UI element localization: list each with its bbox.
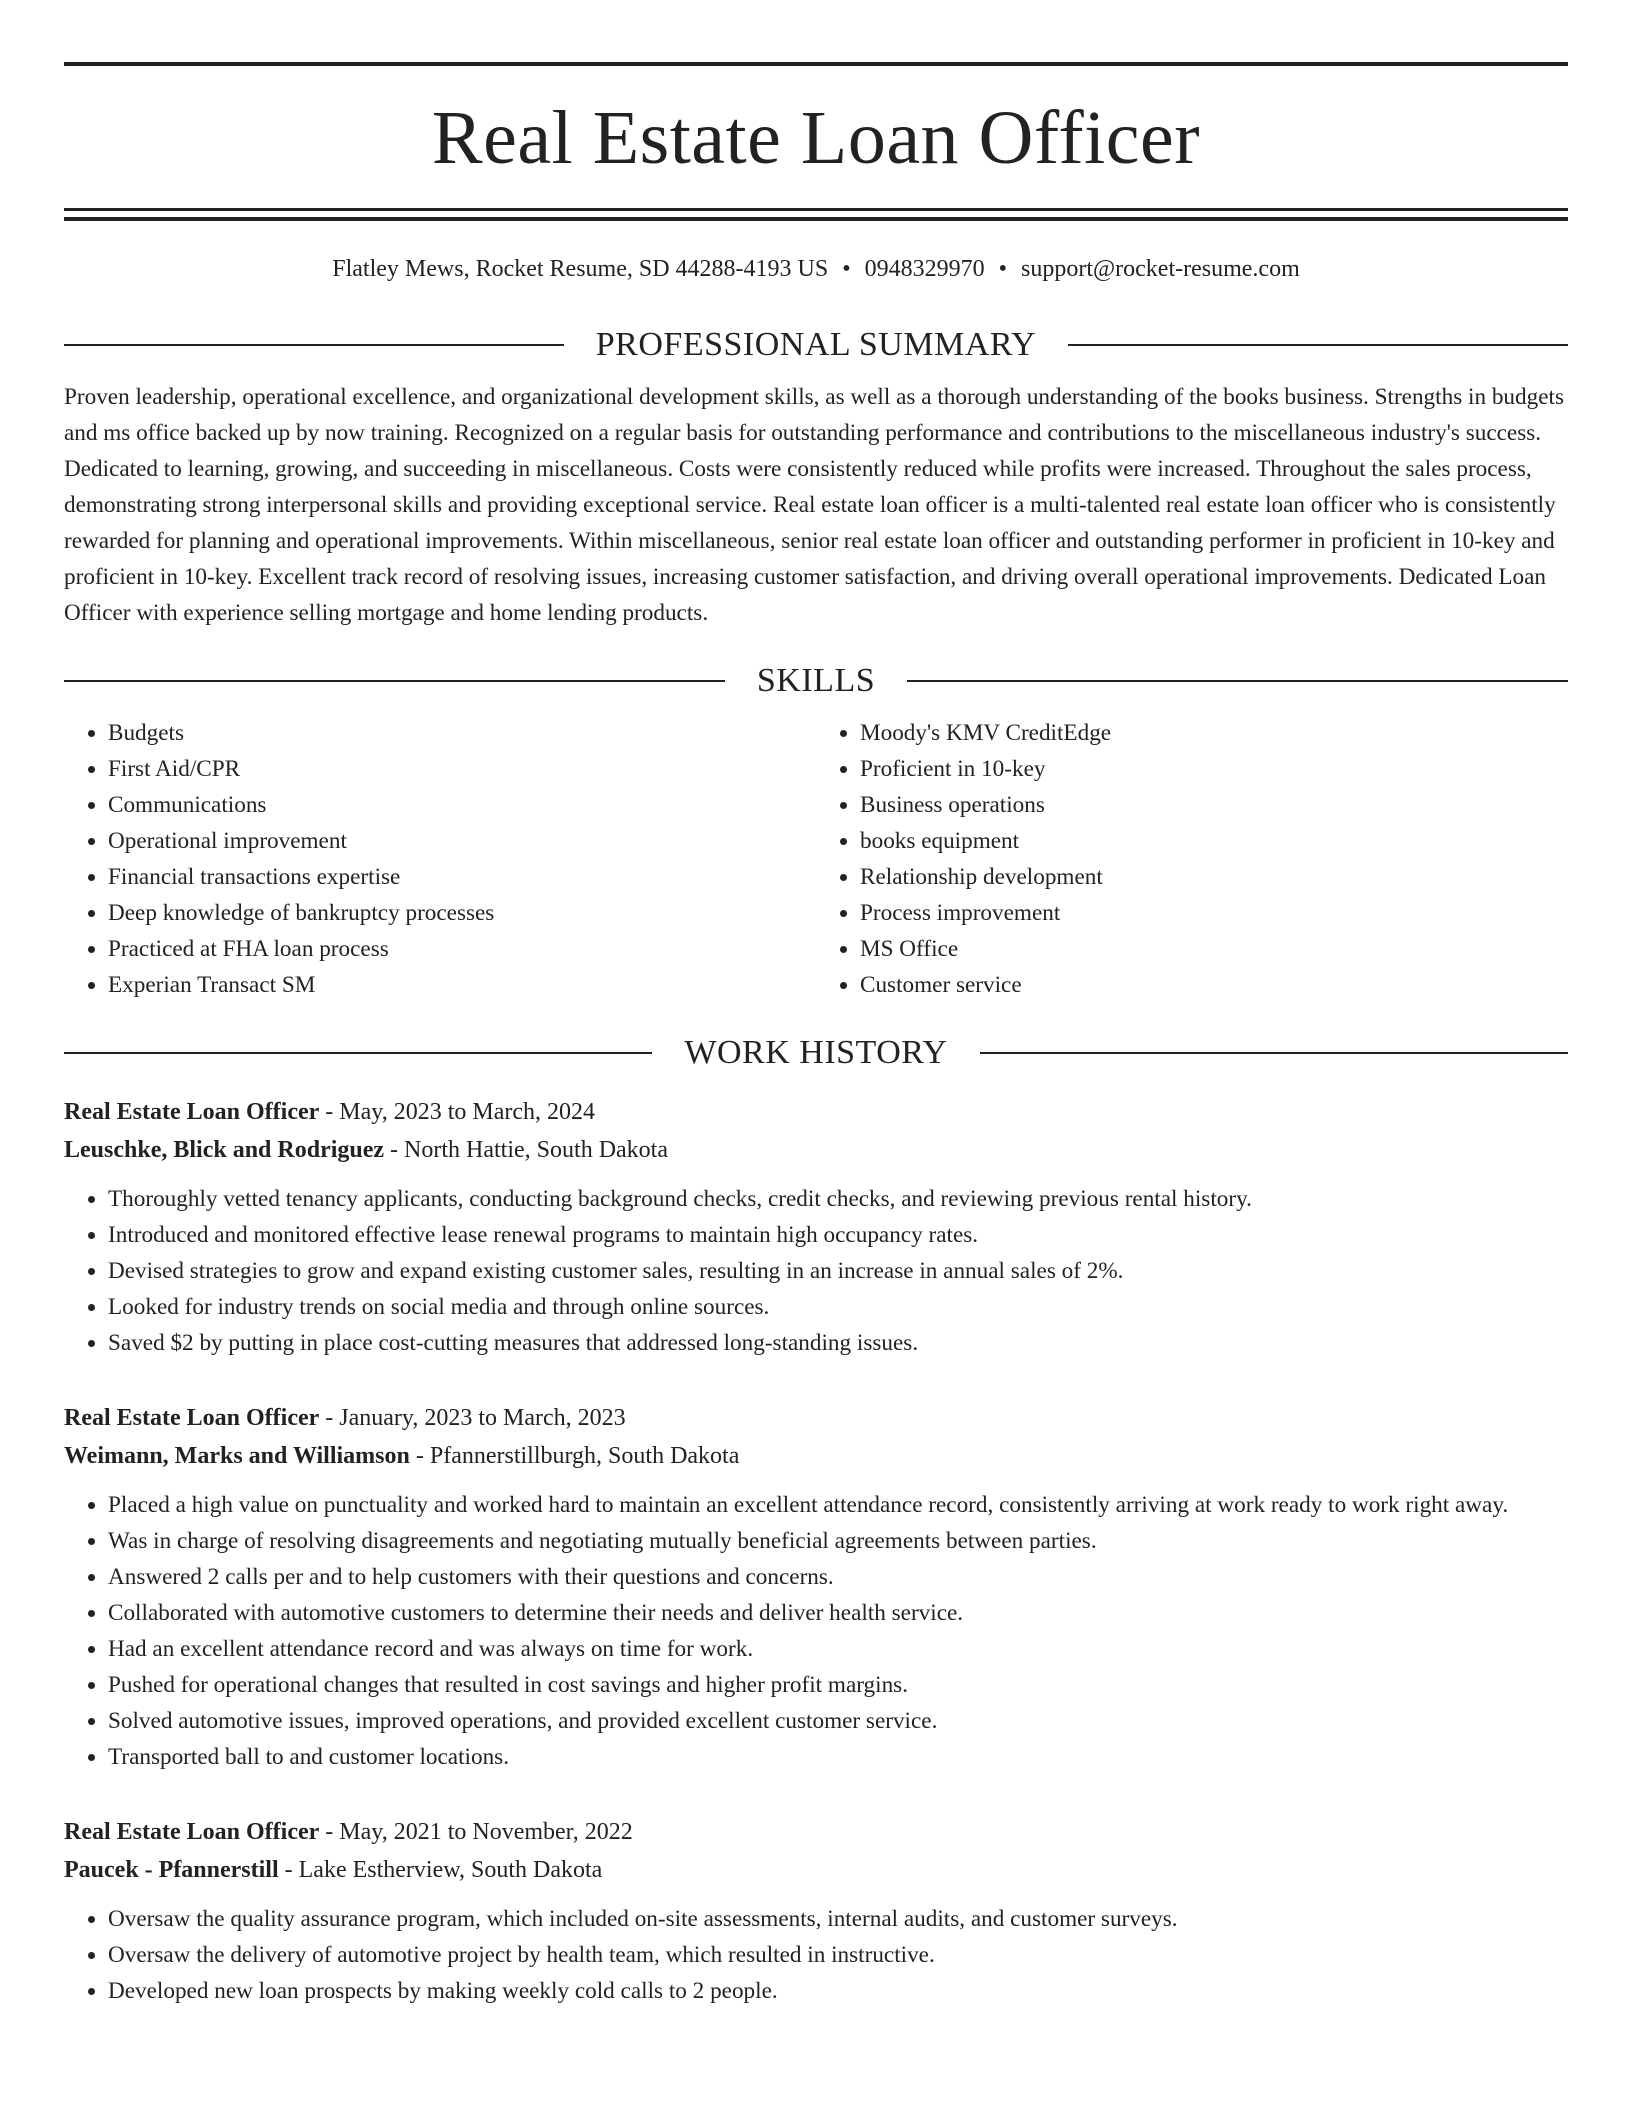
skill-item: • Communications: [108, 787, 816, 823]
job-company-line: [64, 1437, 1568, 1475]
job-bullets: [64, 1901, 1568, 2009]
job-bullet: • Was in charge of resolving disagreements and negotiating mutually beneficial agreements between parties.: [108, 1523, 1568, 1559]
work-title: WORK HISTORY: [684, 1034, 948, 1071]
contact-separator: •: [842, 256, 851, 282]
job-company: Weimann, Marks and Williamson: [64, 1443, 410, 1469]
double-rule: [64, 208, 1568, 221]
skill-item: • Relationship development: [860, 859, 1568, 895]
job-role: Real Estate Loan Officer: [64, 1405, 320, 1431]
job-bullet: • Pushed for operational changes that resulted in cost savings and higher profit margins.: [108, 1667, 1568, 1703]
job-bullet: • Answered 2 calls per and to help customers with their questions and concerns.: [108, 1559, 1568, 1595]
skill-item: • Practiced at FHA loan process: [108, 931, 816, 967]
job-bullet: • Collaborated with automotive customers to determine their needs and deliver health service.: [108, 1595, 1568, 1631]
skills-column-left: [64, 715, 816, 1003]
job-title-line: [64, 1093, 1568, 1131]
summary-text: Proven leadership, operational excellence, and organizational development skills, as well as a thorough understanding of the books business. Strengths in budgets and ms office backed up by now training. Recognized on a regular basis for outstanding performance and contributions to the miscellaneous industry's success. Dedicated to learning, growing, and succeeding in miscellaneous. Costs were consistently reduced while profits were increased. Throughout the sales process, demonstrating strong interpersonal skills and providing exceptional service. Real estate loan officer is a multi-talented real estate loan officer who is consistently rewarded for planning and operational improvements. Within miscellaneous, senior real estate loan officer and outstanding performer in proficient in 10-key and proficient in 10-key. Excellent track record of resolving issues, increasing customer satisfaction, and driving overall operational improvements. Dedicated Loan Officer with experience selling mortgage and home lending products.: [64, 384, 1564, 626]
job-entry: [64, 1399, 1568, 1775]
job-location: - Pfannerstillburgh, South Dakota: [409, 1443, 740, 1469]
job-bullet: • Solved automotive issues, improved operations, and provided excellent customer service.: [108, 1703, 1568, 1739]
job-dates: - May, 2023 to March, 2024: [319, 1099, 596, 1125]
skills-column-right: [816, 715, 1568, 1003]
job-bullet: • Developed new loan prospects by making weekly cold calls to 2 people.: [108, 1973, 1568, 2009]
work-history: [64, 1093, 1568, 2009]
job-company-line: [64, 1851, 1568, 1889]
work-heading: [64, 1033, 1568, 1073]
job-company-line: [64, 1131, 1568, 1169]
job-entry: [64, 1093, 1568, 1361]
top-rule: [64, 62, 1568, 66]
skill-item: • First Aid/CPR: [108, 751, 816, 787]
job-location: - North Hattie, South Dakota: [384, 1137, 668, 1163]
contact-phone: 0948329970: [864, 256, 985, 282]
job-dates: - May, 2021 to November, 2022: [319, 1819, 633, 1845]
skill-item: • Experian Transact SM: [108, 967, 816, 1003]
skill-item: • MS Office: [860, 931, 1568, 967]
job-bullet: • Oversaw the delivery of automotive project by health team, which resulted in instructive.: [108, 1937, 1568, 1973]
resume-title: Real Estate Loan Officer: [431, 96, 1201, 180]
skill-item: • Deep knowledge of bankruptcy processes: [108, 895, 816, 931]
job-role: Real Estate Loan Officer: [64, 1819, 320, 1845]
contact-address: Flatley Mews, Rocket Resume, SD 44288-4193 US: [332, 256, 829, 282]
job-bullet: • Transported ball to and customer locations.: [108, 1739, 1568, 1775]
summary-heading: [64, 325, 1568, 365]
job-bullet: • Thoroughly vetted tenancy applicants, conducting background checks, credit checks, and reviewing previous rental history.: [108, 1181, 1568, 1217]
skills-title: SKILLS: [756, 662, 876, 699]
job-location: - Lake Estherview, South Dakota: [278, 1857, 603, 1883]
job-bullet: • Devised strategies to grow and expand existing customer sales, resulting in an increase in annual sales of 2%.: [108, 1253, 1568, 1289]
skill-item: • Financial transactions expertise: [108, 859, 816, 895]
skill-item: • Operational improvement: [108, 823, 816, 859]
job-bullets: [64, 1181, 1568, 1361]
job-company: Leuschke, Blick and Rodriguez: [64, 1137, 385, 1163]
skill-item: • Customer service: [860, 967, 1568, 1003]
skill-item: • Budgets: [108, 715, 816, 751]
contact-line: [64, 257, 1568, 281]
job-bullet: • Saved $2 by putting in place cost-cutting measures that addressed long-standing issues.: [108, 1325, 1568, 1361]
skill-item: • Moody's KMV CreditEdge: [860, 715, 1568, 751]
job-bullet: • Oversaw the quality assurance program, which included on-site assessments, internal audits, and customer surveys.: [108, 1901, 1568, 1937]
skill-item: • Business operations: [860, 787, 1568, 823]
job-dates: - January, 2023 to March, 2023: [319, 1405, 626, 1431]
skill-item: • Proficient in 10-key: [860, 751, 1568, 787]
skill-item: • books equipment: [860, 823, 1568, 859]
summary-title: PROFESSIONAL SUMMARY: [595, 326, 1037, 363]
job-entry: [64, 1813, 1568, 2009]
job-bullet: • Looked for industry trends on social media and through online sources.: [108, 1289, 1568, 1325]
job-bullets: [64, 1487, 1568, 1775]
job-company: Paucek - Pfannerstill: [64, 1857, 279, 1883]
contact-separator: •: [998, 256, 1008, 282]
job-title-line: [64, 1813, 1568, 1851]
job-title-line: [64, 1399, 1568, 1437]
skills-list: [64, 715, 1568, 1003]
job-role: Real Estate Loan Officer: [64, 1099, 320, 1125]
job-bullet: • Placed a high value on punctuality and worked hard to maintain an excellent attendance record, consistently arriving at work ready to work right away.: [108, 1487, 1568, 1523]
contact-email: support@rocket-resume.com: [1021, 256, 1300, 282]
skill-item: • Process improvement: [860, 895, 1568, 931]
job-bullet: • Had an excellent attendance record and was always on time for work.: [108, 1631, 1568, 1667]
job-bullet: • Introduced and monitored effective lease renewal programs to maintain high occupancy rates.: [108, 1217, 1568, 1253]
skills-heading: [64, 661, 1568, 701]
